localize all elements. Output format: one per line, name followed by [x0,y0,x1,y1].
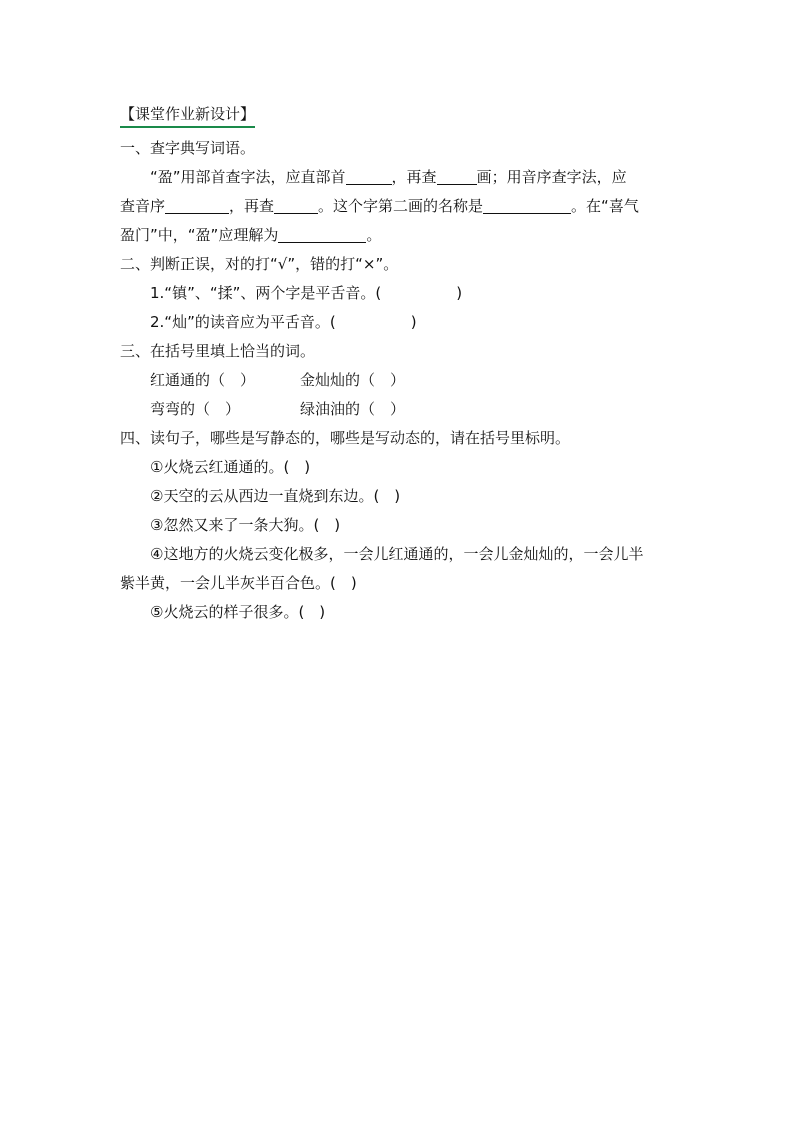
answer-blank[interactable] [437,168,477,185]
worksheet [120,103,680,627]
question-4-sentence-4a: ④这地方的火烧云变化极多，一会儿红通通的，一会儿金灿灿的，一会儿半 [150,545,644,563]
answer-blank[interactable] [346,168,392,185]
fill-phrase: 金灿灿的（ ） [300,371,406,389]
q1-text: 。 [366,226,382,244]
question-1-line-3 [120,221,680,250]
question-1-title: 一、查字典写词语。 [120,139,256,157]
question-3-row-2 [120,395,680,424]
q1-text: 画；用音序查字法，应 [476,168,627,186]
q1-text: 盈门”中，“盈”应理解为 [120,226,279,244]
question-2-item-2: 2.“灿”的读音应为平舌音。( ) [150,313,417,331]
question-4-sentence-2: ②天空的云从西边一直烧到东边。( ) [150,487,401,505]
q1-text: 。这个字第二画的名称是 [318,197,484,215]
q1-text: 。在“喜气 [571,197,639,215]
answer-blank[interactable] [278,226,366,243]
question-3-title: 三、在括号里填上恰当的词。 [120,342,316,360]
question-4-sentence-4b: 紫半黄，一会儿半灰半百合色。( ) [120,574,357,592]
question-4-title: 四、读句子，哪些是写静态的，哪些是写动态的，请在括号里标明。 [120,429,571,447]
question-1-line-2 [120,192,680,221]
question-4-sentence-5: ⑤火烧云的样子很多。( ) [150,603,326,621]
fill-phrase: 绿油油的（ ） [300,400,406,418]
question-3-row-1 [120,366,680,395]
q1-text: 查音序 [120,197,166,215]
question-1-line-1 [120,163,680,192]
question-4-sentence-1: ①火烧云红通通的。( ) [150,458,311,476]
section-heading: 【课堂作业新设计】 [120,103,255,128]
question-2-title: 二、判断正误，对的打“√”，错的打“×”。 [120,255,399,273]
question-4-sentence-3: ③忽然又来了一条大狗。( ) [150,516,341,534]
fill-phrase: 弯弯的（ ） [150,400,241,418]
q1-text: “盈”用部首查字法，应直部首 [150,168,346,186]
question-2-item-1: 1.“镇”、“揉”、两个字是平舌音。( ) [150,284,463,302]
q1-text: ，再查 [229,197,275,215]
answer-blank[interactable] [165,197,229,214]
answer-blank[interactable] [483,197,571,214]
q1-text: ，再查 [391,168,437,186]
fill-phrase: 红通通的（ ） [150,371,256,389]
answer-blank[interactable] [274,197,318,214]
